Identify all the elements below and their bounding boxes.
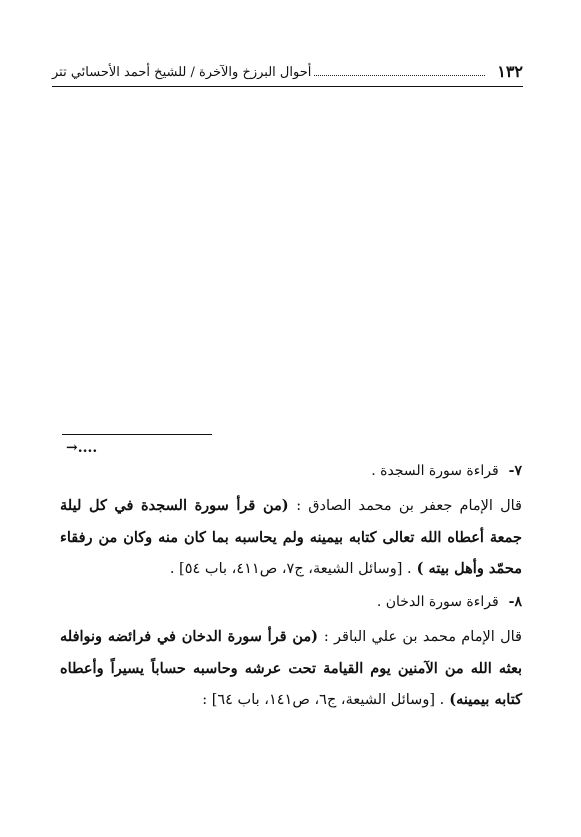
source-reference: . [وسائل الشيعة، ج٦، ص١٤١، باب ٦٤] : bbox=[202, 692, 445, 708]
hadith-quote: (من قرأ سورة السجدة في كل ليلة جمعة أعطاه الله تعالى كتابه بيمينه ولم يحاسبه بما كان منه وكان من رفقاء محمّد وأهل بيته ) bbox=[60, 497, 522, 577]
note-number: ٧- bbox=[508, 463, 522, 479]
hadith-quote: (من قرأ سورة الدخان في فرائضه ونوافله بعثه الله من الآمنين يوم القيامة تحت عرشه وحاسبه حساباً يسيراً وأعطاه كتابه بيمينه) bbox=[60, 628, 522, 708]
source-reference: . [وسائل الشيعة، ج٧، ص٤١١، باب ٥٤] . bbox=[169, 561, 412, 577]
page-header bbox=[52, 62, 523, 86]
continuation-arrow-icon: →.... bbox=[66, 440, 98, 456]
narrator: قال الإمام محمد بن علي الباقر : bbox=[323, 629, 522, 645]
note-body bbox=[60, 490, 522, 585]
note-heading bbox=[60, 589, 522, 615]
footnote-7 bbox=[60, 458, 522, 585]
note-number: ٨- bbox=[508, 594, 522, 610]
footnotes bbox=[60, 458, 522, 720]
header-dot-leader bbox=[314, 75, 485, 76]
note-body bbox=[60, 621, 522, 716]
note-title: قراءة سورة السجدة . bbox=[371, 463, 499, 479]
running-title: أحوال البرزخ والآخرة / للشيخ أحمد الأحسائي تتر bbox=[52, 65, 312, 80]
page-number: ١٣٢ bbox=[497, 62, 523, 81]
footnote-8 bbox=[60, 589, 522, 716]
note-title: قراءة سورة الدخان . bbox=[376, 594, 499, 610]
footnote-rule bbox=[62, 434, 212, 435]
header-rule bbox=[52, 86, 523, 87]
note-heading bbox=[60, 458, 522, 484]
narrator: قال الإمام جعفر بن محمد الصادق : bbox=[296, 498, 522, 514]
